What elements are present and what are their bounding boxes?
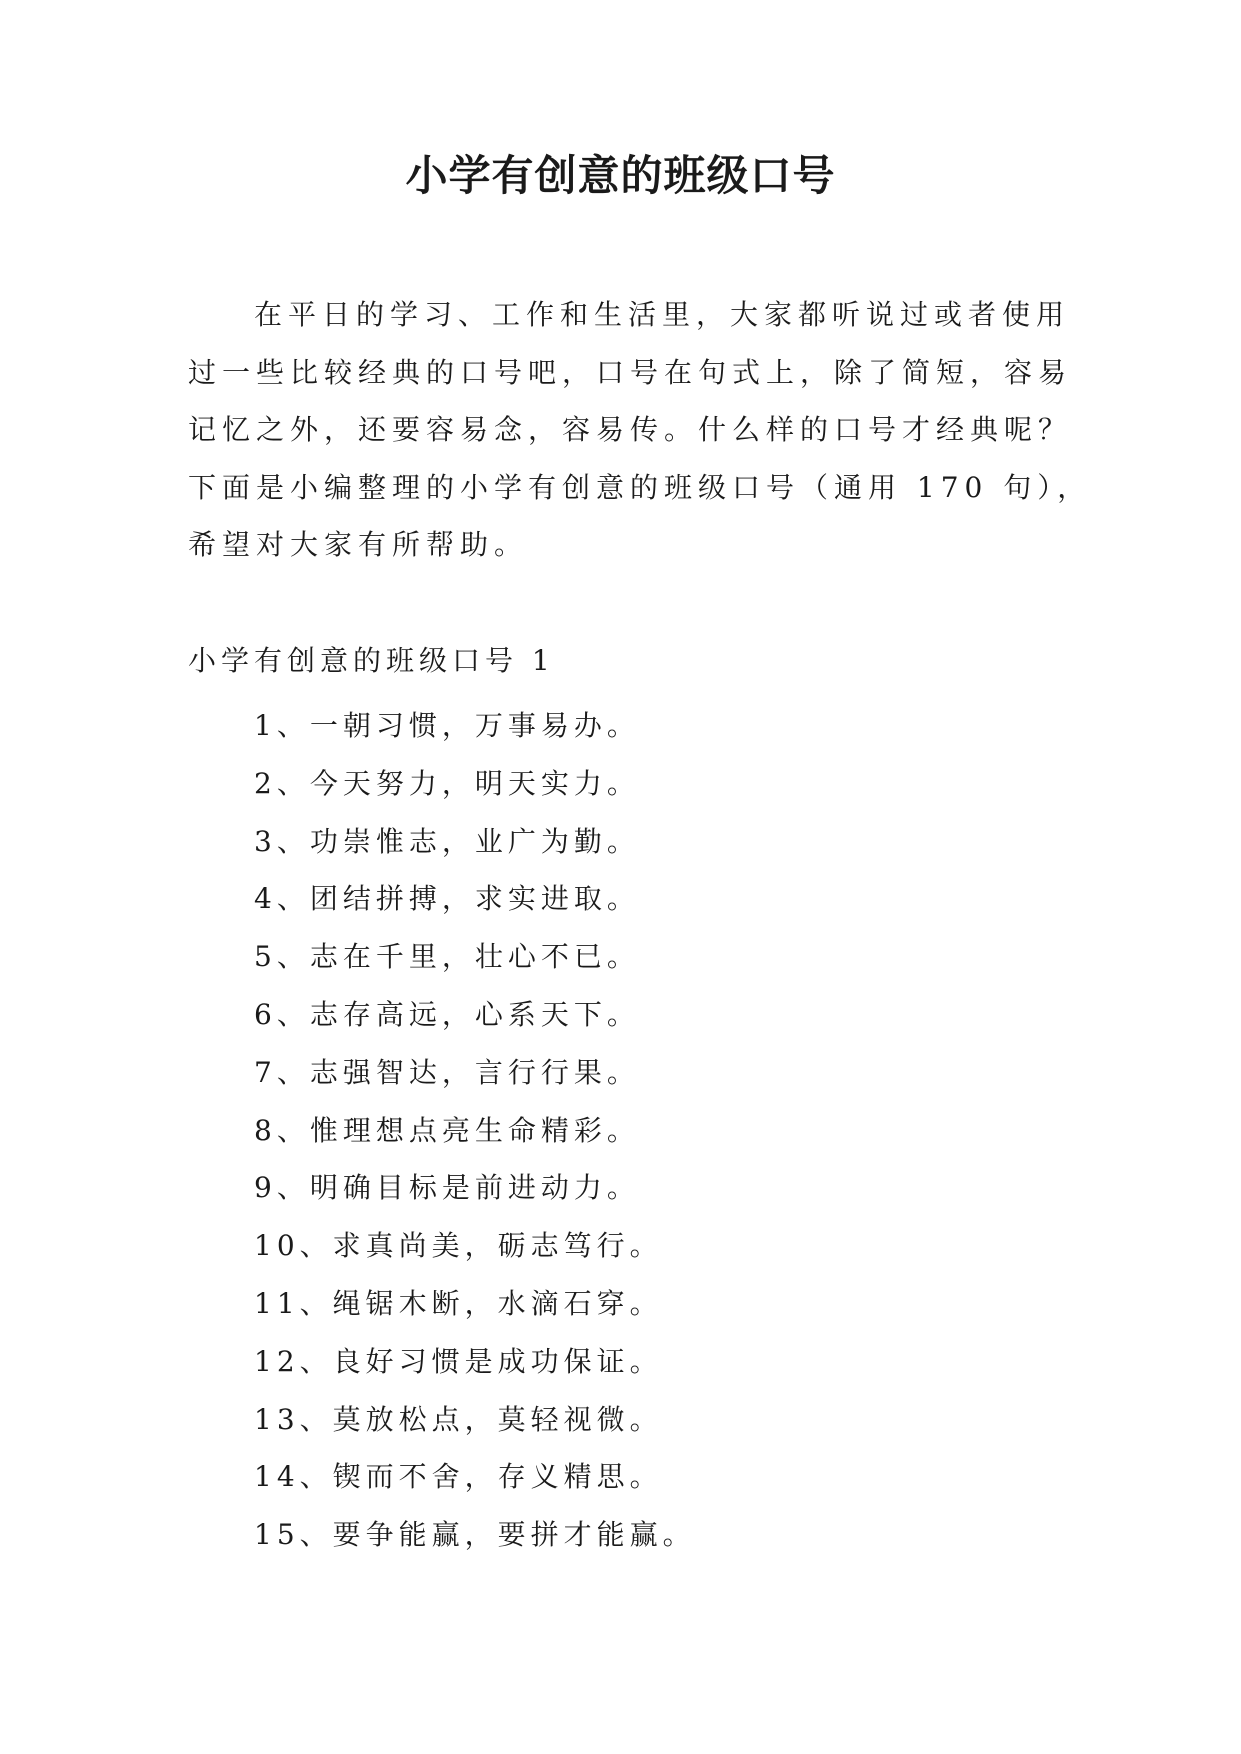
intro-line: 记忆之外，还要容易念，容易传。什么样的口号才经典呢？ [188, 413, 1073, 447]
slogan-item: 2、今天努力，明天实力。 [254, 766, 640, 800]
slogan-item: 3、功崇惟志，业广为勤。 [254, 824, 640, 858]
slogan-item: 13、莫放松点，莫轻视微。 [254, 1402, 663, 1436]
section-heading: 小学有创意的班级口号 1 [188, 644, 555, 677]
slogan-list [254, 697, 696, 1564]
slogan-item: 1、一朝习惯，万事易办。 [254, 709, 640, 742]
intro-line: 下面是小编整理的小学有创意的班级口号（通用 170 句）， [188, 470, 1092, 504]
slogan-item: 10、求真尚美，砺志笃行。 [254, 1229, 663, 1263]
intro-line: 希望对大家有所帮助。 [188, 528, 529, 562]
slogan-item: 11、绳锯木断，水滴石穿。 [254, 1286, 663, 1320]
intro-line: 在平日的学习、工作和生活里，大家都听说过或者使用 [254, 298, 1071, 331]
slogan-item: 14、锲而不舍，存义精思。 [254, 1460, 663, 1494]
slogan-item: 8、惟理想点亮生命精彩。 [254, 1113, 640, 1147]
slogan-item: 12、良好习惯是成功保证。 [254, 1344, 663, 1378]
slogan-item: 7、志强智达，言行行果。 [254, 1055, 640, 1089]
slogan-item: 15、要争能赢，要拼才能赢。 [254, 1518, 696, 1552]
document-title: 小学有创意的班级口号 [405, 151, 836, 200]
intro-paragraph [188, 286, 1092, 574]
slogan-item: 5、志在千里，壮心不已。 [254, 940, 640, 974]
slogan-item: 9、明确目标是前进动力。 [254, 1171, 640, 1205]
slogan-item: 4、团结拼搏，求实进取。 [254, 882, 640, 916]
slogan-item: 6、志存高远，心系天下。 [254, 997, 640, 1031]
intro-line: 过一些比较经典的口号吧，口号在句式上，除了简短，容易 [188, 355, 1073, 389]
